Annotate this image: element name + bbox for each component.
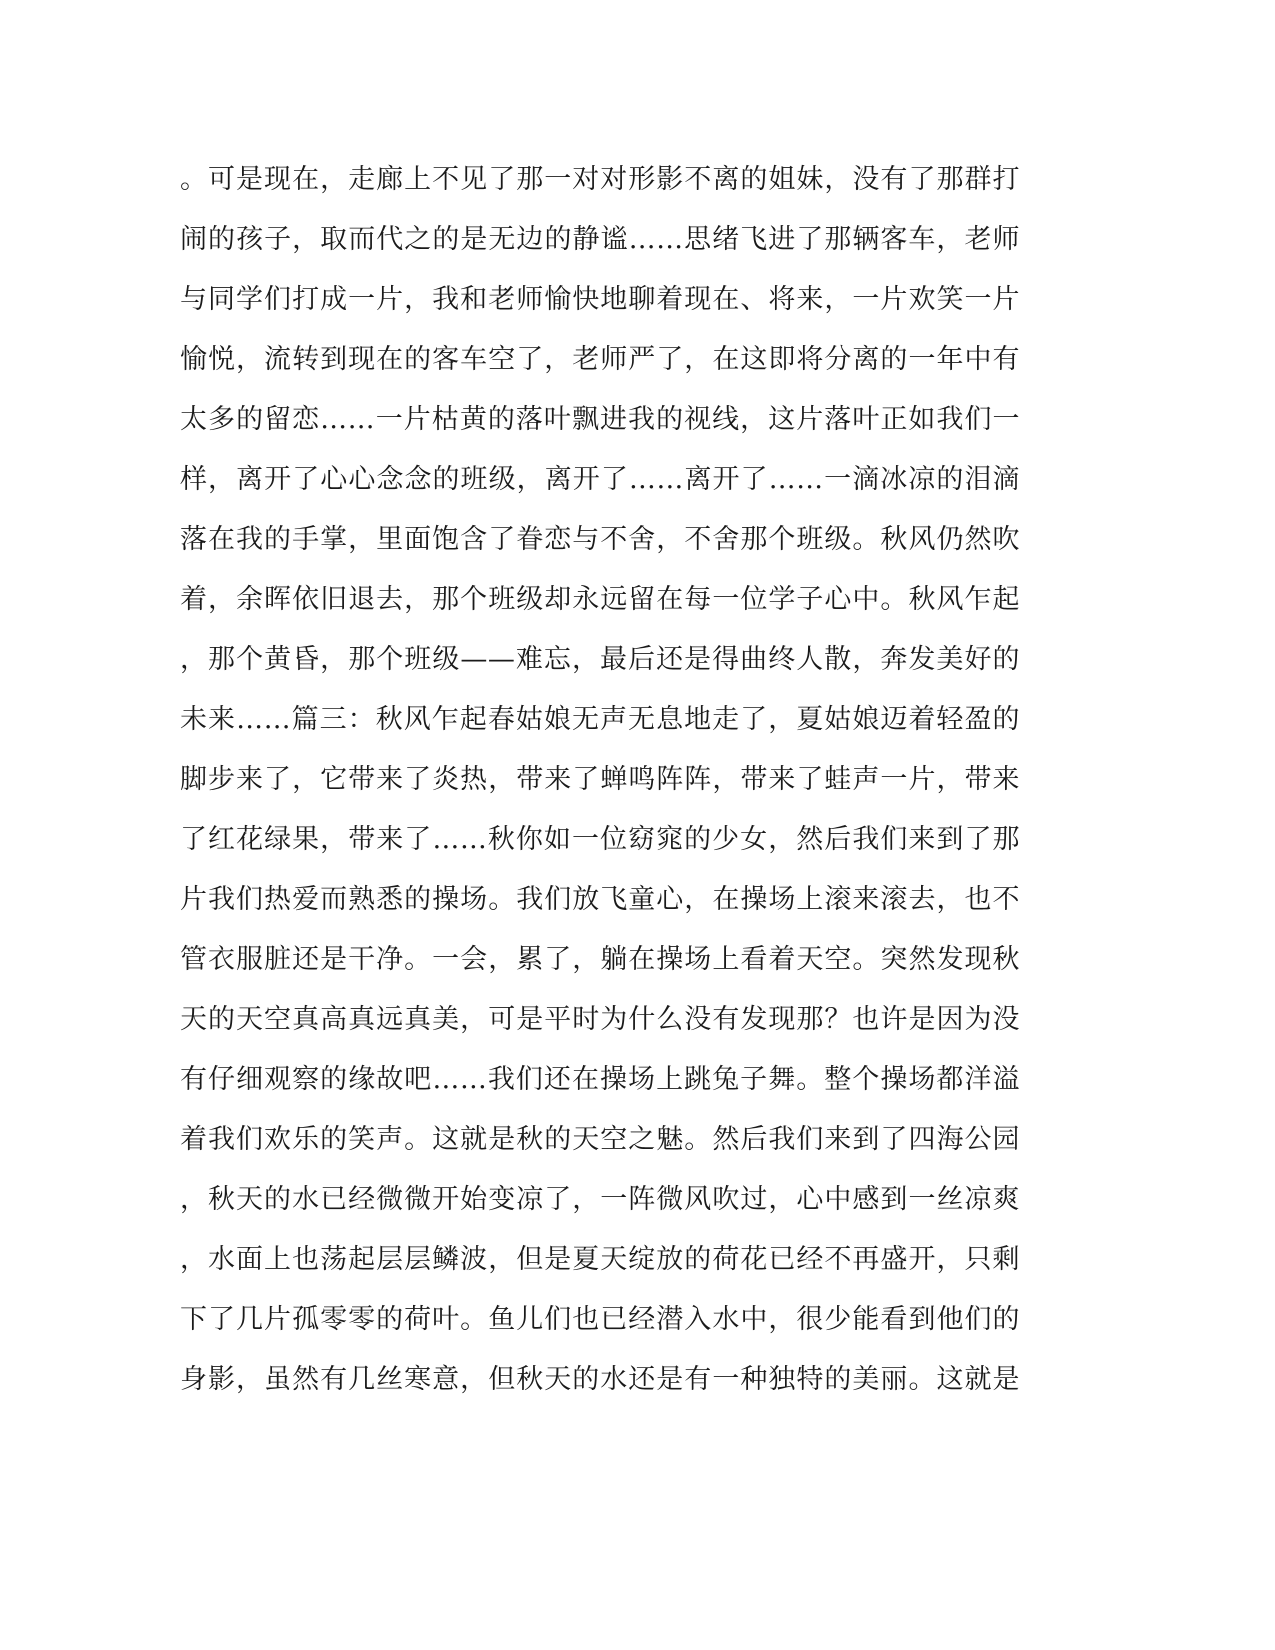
text-line: 愉悦，流转到现在的客车空了，老师严了，在这即将分离的一年中有 — [180, 344, 1020, 375]
text-line: 样，离开了心心念念的班级，离开了……离开了……一滴冰凉的泪滴 — [180, 464, 1020, 495]
text-line: 有仔细观察的缘故吧……我们还在操场上跳兔子舞。整个操场都洋溢 — [180, 1064, 1020, 1095]
text-line: 片我们热爱而熟悉的操场。我们放飞童心，在操场上滚来滚去，也不 — [180, 884, 1020, 915]
text-line: 着我们欢乐的笑声。这就是秋的天空之魅。然后我们来到了四海公园 — [180, 1124, 1020, 1155]
text-line: 身影，虽然有几丝寒意，但秋天的水还是有一种独特的美丽。这就是 — [180, 1364, 1020, 1395]
text-line: 下了几片孤零零的荷叶。鱼儿们也已经潜入水中，很少能看到他们的 — [180, 1304, 1020, 1335]
text-line: 管衣服脏还是干净。一会，累了，躺在操场上看着天空。突然发现秋 — [180, 944, 1020, 975]
text-line: ，那个黄昏，那个班级——难忘，最后还是得曲终人散，奔发美好的 — [180, 644, 1020, 675]
text-line: 。可是现在，走廊上不见了那一对对形影不离的姐妹，没有了那群打 — [180, 164, 1020, 195]
text-line: 与同学们打成一片，我和老师愉快地聊着现在、将来，一片欢笑一片 — [180, 284, 1020, 315]
text-line: ，水面上也荡起层层鳞波，但是夏天绽放的荷花已经不再盛开，只剩 — [180, 1244, 1020, 1275]
text-line: ，秋天的水已经微微开始变凉了，一阵微风吹过，心中感到一丝凉爽 — [180, 1184, 1020, 1215]
text-line: 了红花绿果，带来了……秋你如一位窈窕的少女，然后我们来到了那 — [180, 824, 1020, 855]
text-line: 脚步来了，它带来了炎热，带来了蝉鸣阵阵，带来了蛙声一片，带来 — [180, 764, 1020, 795]
text-line: 着，余晖依旧退去，那个班级却永远留在每一位学子心中。秋风乍起 — [180, 584, 1020, 615]
text-line: 闹的孩子，取而代之的是无边的静谧……思绪飞进了那辆客车，老师 — [180, 224, 1020, 255]
body-text — [180, 150, 1020, 1410]
text-line: 落在我的手掌，里面饱含了眷恋与不舍，不舍那个班级。秋风仍然吹 — [180, 524, 1020, 555]
text-line: 未来……篇三：秋风乍起春姑娘无声无息地走了，夏姑娘迈着轻盈的 — [180, 704, 1020, 735]
text-line: 太多的留恋……一片枯黄的落叶飘进我的视线，这片落叶正如我们一 — [180, 404, 1020, 435]
text-line: 天的天空真高真远真美，可是平时为什么没有发现那？也许是因为没 — [180, 1004, 1020, 1035]
